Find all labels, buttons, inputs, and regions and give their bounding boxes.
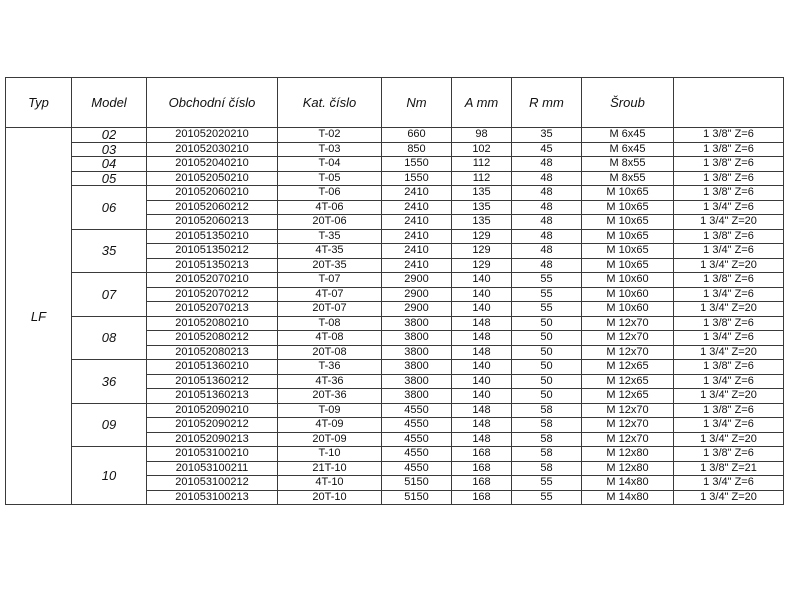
table-body <box>6 128 784 505</box>
sroub-cell: M 10x65 <box>582 229 674 244</box>
nm-cell: 3800 <box>382 316 452 331</box>
header-typ: Typ <box>6 78 72 128</box>
obchodni-cislo-cell: 201052090210 <box>147 403 278 418</box>
product-table-sheet <box>5 77 783 505</box>
obchodni-cislo-cell: 201052030210 <box>147 142 278 157</box>
a-mm-cell: 112 <box>452 171 512 186</box>
sroub-cell: M 8x55 <box>582 157 674 172</box>
kat-cislo-cell: T-35 <box>278 229 382 244</box>
a-mm-cell: 112 <box>452 157 512 172</box>
a-mm-cell: 168 <box>452 461 512 476</box>
model-cell: 07 <box>72 273 147 317</box>
a-mm-cell: 148 <box>452 331 512 346</box>
nm-cell: 1550 <box>382 157 452 172</box>
kat-cislo-cell: 4T-09 <box>278 418 382 433</box>
table-row <box>6 171 784 186</box>
nm-cell: 3800 <box>382 345 452 360</box>
thread-cell: 1 3/4" Z=20 <box>674 258 784 273</box>
typ-cell: LF <box>6 128 72 505</box>
r-mm-cell: 48 <box>512 258 582 273</box>
sroub-cell: M 14x80 <box>582 490 674 505</box>
a-mm-cell: 102 <box>452 142 512 157</box>
obchodni-cislo-cell: 201052060212 <box>147 200 278 215</box>
thread-cell: 1 3/4" Z=6 <box>674 287 784 302</box>
r-mm-cell: 48 <box>512 229 582 244</box>
sroub-cell: M 12x70 <box>582 331 674 346</box>
model-cell: 06 <box>72 186 147 230</box>
thread-cell: 1 3/4" Z=20 <box>674 215 784 230</box>
header-obchodni-cislo: Obchodní číslo <box>147 78 278 128</box>
obchodni-cislo-cell: 201052070210 <box>147 273 278 288</box>
a-mm-cell: 148 <box>452 418 512 433</box>
a-mm-cell: 148 <box>452 316 512 331</box>
r-mm-cell: 50 <box>512 331 582 346</box>
r-mm-cell: 50 <box>512 345 582 360</box>
a-mm-cell: 140 <box>452 302 512 317</box>
header-sroub: Šroub <box>582 78 674 128</box>
thread-cell: 1 3/8" Z=6 <box>674 157 784 172</box>
header-model: Model <box>72 78 147 128</box>
r-mm-cell: 50 <box>512 374 582 389</box>
sroub-cell: M 12x80 <box>582 447 674 462</box>
nm-cell: 3800 <box>382 374 452 389</box>
thread-cell: 1 3/8" Z=6 <box>674 403 784 418</box>
r-mm-cell: 35 <box>512 128 582 143</box>
a-mm-cell: 148 <box>452 403 512 418</box>
kat-cislo-cell: 4T-10 <box>278 476 382 491</box>
nm-cell: 660 <box>382 128 452 143</box>
table-row <box>6 229 784 244</box>
kat-cislo-cell: T-07 <box>278 273 382 288</box>
obchodni-cislo-cell: 201052090213 <box>147 432 278 447</box>
nm-cell: 2900 <box>382 273 452 288</box>
r-mm-cell: 50 <box>512 389 582 404</box>
nm-cell: 3800 <box>382 360 452 375</box>
r-mm-cell: 48 <box>512 171 582 186</box>
kat-cislo-cell: 20T-35 <box>278 258 382 273</box>
table-row <box>6 128 784 143</box>
sroub-cell: M 14x80 <box>582 476 674 491</box>
thread-cell: 1 3/8" Z=6 <box>674 171 784 186</box>
thread-cell: 1 3/4" Z=6 <box>674 476 784 491</box>
obchodni-cislo-cell: 201052070213 <box>147 302 278 317</box>
a-mm-cell: 140 <box>452 374 512 389</box>
model-cell: 36 <box>72 360 147 404</box>
sroub-cell: M 12x65 <box>582 360 674 375</box>
kat-cislo-cell: T-36 <box>278 360 382 375</box>
r-mm-cell: 58 <box>512 403 582 418</box>
sroub-cell: M 6x45 <box>582 128 674 143</box>
a-mm-cell: 135 <box>452 200 512 215</box>
sroub-cell: M 8x55 <box>582 171 674 186</box>
a-mm-cell: 140 <box>452 389 512 404</box>
a-mm-cell: 140 <box>452 273 512 288</box>
table-row <box>6 360 784 375</box>
r-mm-cell: 55 <box>512 273 582 288</box>
r-mm-cell: 50 <box>512 316 582 331</box>
table-row <box>6 403 784 418</box>
r-mm-cell: 58 <box>512 432 582 447</box>
header-nm: Nm <box>382 78 452 128</box>
nm-cell: 5150 <box>382 476 452 491</box>
r-mm-cell: 48 <box>512 157 582 172</box>
nm-cell: 5150 <box>382 490 452 505</box>
sroub-cell: M 10x65 <box>582 186 674 201</box>
model-cell: 10 <box>72 447 147 505</box>
sroub-cell: M 10x60 <box>582 273 674 288</box>
a-mm-cell: 168 <box>452 447 512 462</box>
sroub-cell: M 6x45 <box>582 142 674 157</box>
model-cell: 02 <box>72 128 147 143</box>
sroub-cell: M 12x70 <box>582 403 674 418</box>
r-mm-cell: 58 <box>512 461 582 476</box>
r-mm-cell: 55 <box>512 302 582 317</box>
table-row <box>6 273 784 288</box>
kat-cislo-cell: T-09 <box>278 403 382 418</box>
obchodni-cislo-cell: 201051350212 <box>147 244 278 259</box>
thread-cell: 1 3/8" Z=6 <box>674 447 784 462</box>
header-kat-cislo: Kat. číslo <box>278 78 382 128</box>
thread-cell: 1 3/4" Z=20 <box>674 302 784 317</box>
table-row <box>6 142 784 157</box>
a-mm-cell: 129 <box>452 258 512 273</box>
model-cell: 03 <box>72 142 147 157</box>
a-mm-cell: 148 <box>452 345 512 360</box>
kat-cislo-cell: 4T-06 <box>278 200 382 215</box>
obchodni-cislo-cell: 201052080212 <box>147 331 278 346</box>
thread-cell: 1 3/8" Z=21 <box>674 461 784 476</box>
model-cell: 05 <box>72 171 147 186</box>
obchodni-cislo-cell: 201052080210 <box>147 316 278 331</box>
nm-cell: 1550 <box>382 171 452 186</box>
nm-cell: 4550 <box>382 447 452 462</box>
sroub-cell: M 10x65 <box>582 215 674 230</box>
obchodni-cislo-cell: 201052060210 <box>147 186 278 201</box>
kat-cislo-cell: 4T-35 <box>278 244 382 259</box>
kat-cislo-cell: T-08 <box>278 316 382 331</box>
obchodni-cislo-cell: 201051360210 <box>147 360 278 375</box>
obchodni-cislo-cell: 201052070212 <box>147 287 278 302</box>
sroub-cell: M 12x70 <box>582 432 674 447</box>
nm-cell: 2410 <box>382 258 452 273</box>
a-mm-cell: 129 <box>452 229 512 244</box>
obchodni-cislo-cell: 201053100210 <box>147 447 278 462</box>
a-mm-cell: 140 <box>452 287 512 302</box>
sroub-cell: M 12x80 <box>582 461 674 476</box>
r-mm-cell: 48 <box>512 244 582 259</box>
thread-cell: 1 3/4" Z=6 <box>674 374 784 389</box>
sroub-cell: M 10x60 <box>582 302 674 317</box>
nm-cell: 2900 <box>382 302 452 317</box>
obchodni-cislo-cell: 201052080213 <box>147 345 278 360</box>
kat-cislo-cell: 20T-08 <box>278 345 382 360</box>
kat-cislo-cell: 20T-10 <box>278 490 382 505</box>
obchodni-cislo-cell: 201053100211 <box>147 461 278 476</box>
kat-cislo-cell: T-06 <box>278 186 382 201</box>
kat-cislo-cell: 20T-09 <box>278 432 382 447</box>
model-cell: 09 <box>72 403 147 447</box>
thread-cell: 1 3/8" Z=6 <box>674 142 784 157</box>
a-mm-cell: 129 <box>452 244 512 259</box>
a-mm-cell: 135 <box>452 215 512 230</box>
kat-cislo-cell: 20T-06 <box>278 215 382 230</box>
obchodni-cislo-cell: 201052020210 <box>147 128 278 143</box>
r-mm-cell: 55 <box>512 476 582 491</box>
r-mm-cell: 58 <box>512 418 582 433</box>
obchodni-cislo-cell: 201051350213 <box>147 258 278 273</box>
a-mm-cell: 148 <box>452 432 512 447</box>
nm-cell: 2410 <box>382 186 452 201</box>
obchodni-cislo-cell: 201053100212 <box>147 476 278 491</box>
sroub-cell: M 10x60 <box>582 287 674 302</box>
thread-cell: 1 3/4" Z=6 <box>674 331 784 346</box>
thread-cell: 1 3/8" Z=6 <box>674 316 784 331</box>
model-cell: 35 <box>72 229 147 273</box>
nm-cell: 4550 <box>382 403 452 418</box>
kat-cislo-cell: T-03 <box>278 142 382 157</box>
kat-cislo-cell: 4T-36 <box>278 374 382 389</box>
sroub-cell: M 12x70 <box>582 418 674 433</box>
table-row <box>6 447 784 462</box>
header-row <box>6 78 784 128</box>
obchodni-cislo-cell: 201051360213 <box>147 389 278 404</box>
kat-cislo-cell: T-10 <box>278 447 382 462</box>
nm-cell: 2410 <box>382 244 452 259</box>
a-mm-cell: 98 <box>452 128 512 143</box>
obchodni-cislo-cell: 201051360212 <box>147 374 278 389</box>
sroub-cell: M 10x65 <box>582 258 674 273</box>
a-mm-cell: 135 <box>452 186 512 201</box>
sroub-cell: M 12x70 <box>582 345 674 360</box>
sroub-cell: M 12x65 <box>582 389 674 404</box>
kat-cislo-cell: 4T-07 <box>278 287 382 302</box>
header-r-mm: R mm <box>512 78 582 128</box>
thread-cell: 1 3/4" Z=20 <box>674 389 784 404</box>
r-mm-cell: 48 <box>512 215 582 230</box>
kat-cislo-cell: T-04 <box>278 157 382 172</box>
thread-cell: 1 3/4" Z=20 <box>674 345 784 360</box>
obchodni-cislo-cell: 201051350210 <box>147 229 278 244</box>
r-mm-cell: 55 <box>512 490 582 505</box>
sroub-cell: M 10x65 <box>582 244 674 259</box>
kat-cislo-cell: 4T-08 <box>278 331 382 346</box>
table-row <box>6 316 784 331</box>
obchodni-cislo-cell: 201052060213 <box>147 215 278 230</box>
r-mm-cell: 48 <box>512 186 582 201</box>
thread-cell: 1 3/4" Z=20 <box>674 490 784 505</box>
obchodni-cislo-cell: 201052040210 <box>147 157 278 172</box>
sroub-cell: M 12x70 <box>582 316 674 331</box>
nm-cell: 850 <box>382 142 452 157</box>
thread-cell: 1 3/4" Z=20 <box>674 432 784 447</box>
nm-cell: 3800 <box>382 389 452 404</box>
nm-cell: 4550 <box>382 461 452 476</box>
sroub-cell: M 12x65 <box>582 374 674 389</box>
kat-cislo-cell: 20T-36 <box>278 389 382 404</box>
model-cell: 04 <box>72 157 147 172</box>
a-mm-cell: 140 <box>452 360 512 375</box>
kat-cislo-cell: 21T-10 <box>278 461 382 476</box>
thread-cell: 1 3/4" Z=6 <box>674 418 784 433</box>
kat-cislo-cell: T-05 <box>278 171 382 186</box>
thread-cell: 1 3/8" Z=6 <box>674 186 784 201</box>
nm-cell: 2410 <box>382 229 452 244</box>
kat-cislo-cell: 20T-07 <box>278 302 382 317</box>
r-mm-cell: 58 <box>512 447 582 462</box>
obchodni-cislo-cell: 201052090212 <box>147 418 278 433</box>
header-blank <box>674 78 784 128</box>
a-mm-cell: 168 <box>452 476 512 491</box>
obchodni-cislo-cell: 201053100213 <box>147 490 278 505</box>
sroub-cell: M 10x65 <box>582 200 674 215</box>
product-table <box>5 77 784 505</box>
r-mm-cell: 55 <box>512 287 582 302</box>
thread-cell: 1 3/4" Z=6 <box>674 200 784 215</box>
r-mm-cell: 45 <box>512 142 582 157</box>
table-row <box>6 186 784 201</box>
nm-cell: 2900 <box>382 287 452 302</box>
model-cell: 08 <box>72 316 147 360</box>
thread-cell: 1 3/8" Z=6 <box>674 229 784 244</box>
nm-cell: 2410 <box>382 215 452 230</box>
nm-cell: 4550 <box>382 432 452 447</box>
header-a-mm: A mm <box>452 78 512 128</box>
nm-cell: 2410 <box>382 200 452 215</box>
r-mm-cell: 48 <box>512 200 582 215</box>
r-mm-cell: 50 <box>512 360 582 375</box>
a-mm-cell: 168 <box>452 490 512 505</box>
thread-cell: 1 3/4" Z=6 <box>674 244 784 259</box>
thread-cell: 1 3/8" Z=6 <box>674 360 784 375</box>
thread-cell: 1 3/8" Z=6 <box>674 273 784 288</box>
nm-cell: 4550 <box>382 418 452 433</box>
nm-cell: 3800 <box>382 331 452 346</box>
obchodni-cislo-cell: 201052050210 <box>147 171 278 186</box>
kat-cislo-cell: T-02 <box>278 128 382 143</box>
table-row <box>6 157 784 172</box>
thread-cell: 1 3/8" Z=6 <box>674 128 784 143</box>
